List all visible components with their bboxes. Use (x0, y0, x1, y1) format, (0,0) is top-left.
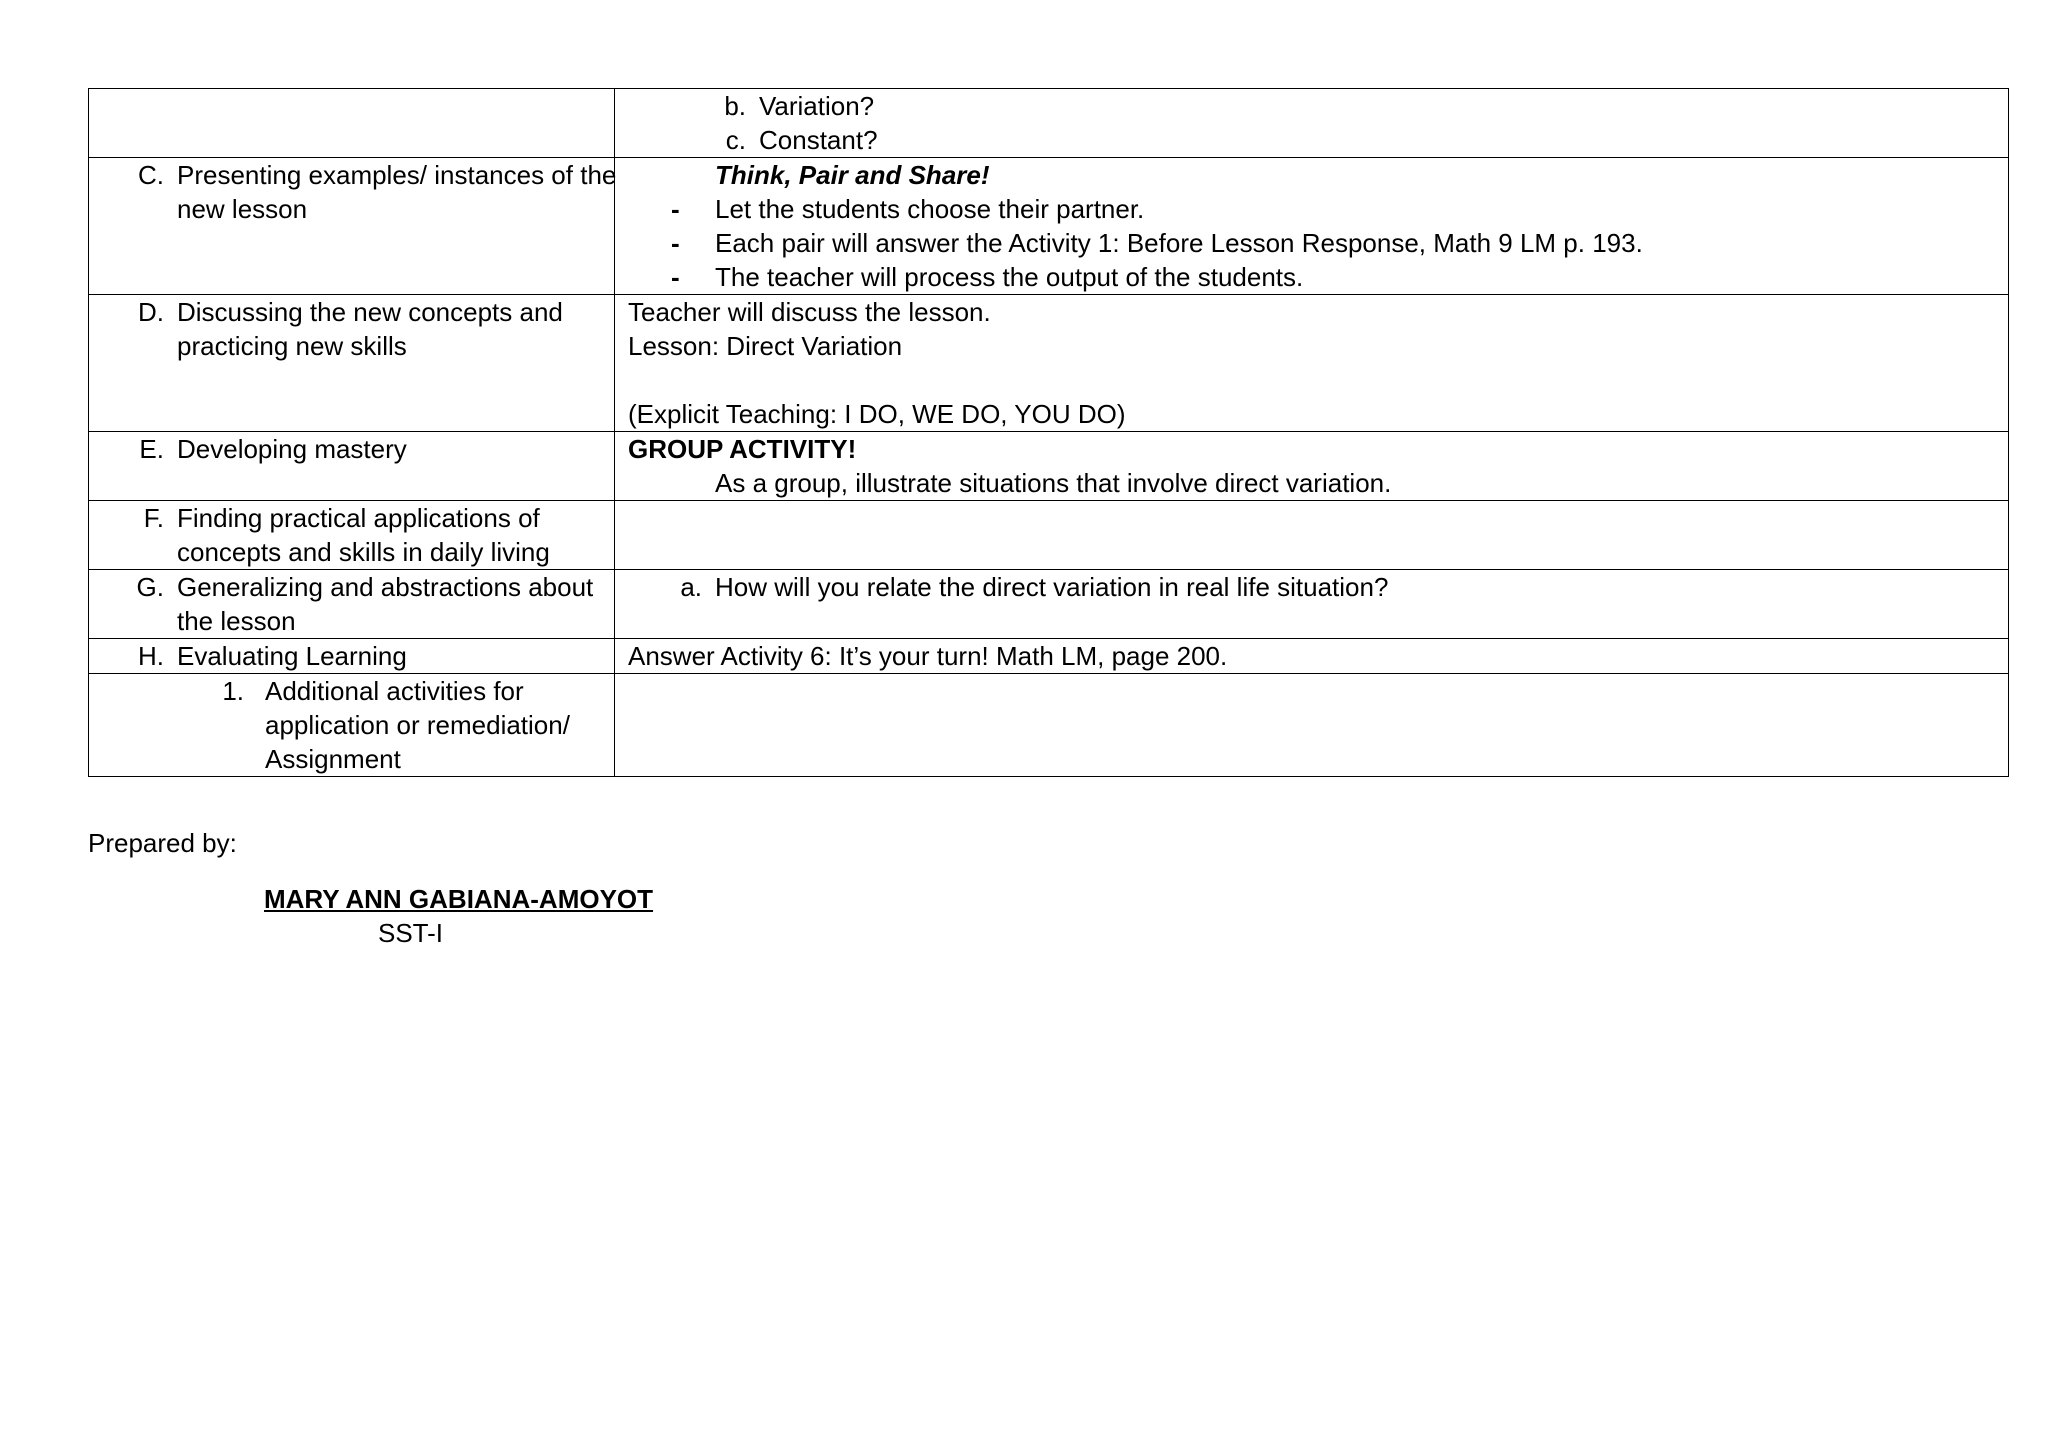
list-item: - Let the students choose their partner. (671, 194, 1145, 224)
lesson-plan-table (88, 88, 2009, 777)
list-item: c. Constant? (725, 125, 878, 155)
procedure-label: Additional activities for (265, 676, 524, 706)
procedure-label: Discussing the new concepts and (177, 297, 563, 327)
procedure-marker: C. (138, 160, 164, 190)
content-cell (615, 501, 2009, 570)
procedure-cell (89, 501, 615, 570)
table-row (89, 158, 2009, 295)
prepared-by-label: Prepared by: (88, 828, 237, 858)
procedure-label: the lesson (177, 606, 296, 636)
content-cell (615, 639, 2009, 674)
procedure-cell (89, 295, 615, 432)
procedure-label: Generalizing and abstractions about (177, 572, 594, 602)
list-item: b. Variation? (724, 91, 875, 121)
procedure-marker: 1. (222, 676, 244, 706)
content-cell (615, 158, 2009, 295)
list-item: - Each pair will answer the Activity 1: Before Lesson Response, Math 9 LM p. 193. (671, 228, 1643, 258)
content-text: Lesson: Direct Variation (628, 331, 903, 361)
table-row (89, 570, 2009, 639)
list-item: a. How will you relate the direct variation in real life situation? (680, 572, 1389, 602)
content-cell (615, 674, 2009, 777)
procedure-marker: H. (138, 641, 164, 671)
content-cell (615, 432, 2009, 501)
procedure-cell (89, 89, 615, 158)
content-cell (615, 570, 2009, 639)
content-cell (615, 89, 2009, 158)
signatory-name: MARY ANN GABIANA-AMOYOT (264, 884, 654, 914)
procedure-label: Evaluating Learning (177, 641, 407, 671)
table-row (89, 639, 2009, 674)
procedure-label: application or remediation/ (265, 710, 570, 740)
table-row (89, 295, 2009, 432)
procedure-cell (89, 432, 615, 501)
procedure-marker: D. (138, 297, 164, 327)
activity-heading: Think, Pair and Share! (715, 160, 990, 190)
procedure-marker: E. (139, 434, 164, 464)
content-text: Teacher will discuss the lesson. (628, 297, 991, 327)
procedure-label: Assignment (265, 744, 401, 774)
table-row (89, 432, 2009, 501)
procedure-marker: G. (136, 572, 164, 602)
procedure-label: practicing new skills (177, 331, 407, 361)
procedure-cell (89, 639, 615, 674)
content-text: (Explicit Teaching: I DO, WE DO, YOU DO) (628, 399, 1126, 429)
content-text: As a group, illustrate situations that involve direct variation. (715, 468, 1392, 498)
table-row (89, 674, 2009, 777)
procedure-label: Presenting examples/ instances of the (177, 160, 617, 190)
procedure-cell (89, 570, 615, 639)
activity-heading: GROUP ACTIVITY! (628, 434, 857, 464)
signatory-position: SST-I (378, 918, 444, 948)
content-cell (615, 295, 2009, 432)
content-text: Answer Activity 6: It’s your turn! Math LM, page 200. (628, 641, 1228, 671)
list-item: - The teacher will process the output of the students. (671, 262, 1304, 292)
procedure-label: Developing mastery (177, 434, 407, 464)
procedure-label: concepts and skills in daily living (177, 537, 550, 567)
procedure-label: Finding practical applications of (177, 503, 540, 533)
procedure-cell (89, 158, 615, 295)
procedure-label: new lesson (177, 194, 308, 224)
table-row (89, 501, 2009, 570)
table-row (89, 89, 2009, 158)
procedure-cell (89, 674, 615, 777)
procedure-marker: F. (143, 503, 164, 533)
